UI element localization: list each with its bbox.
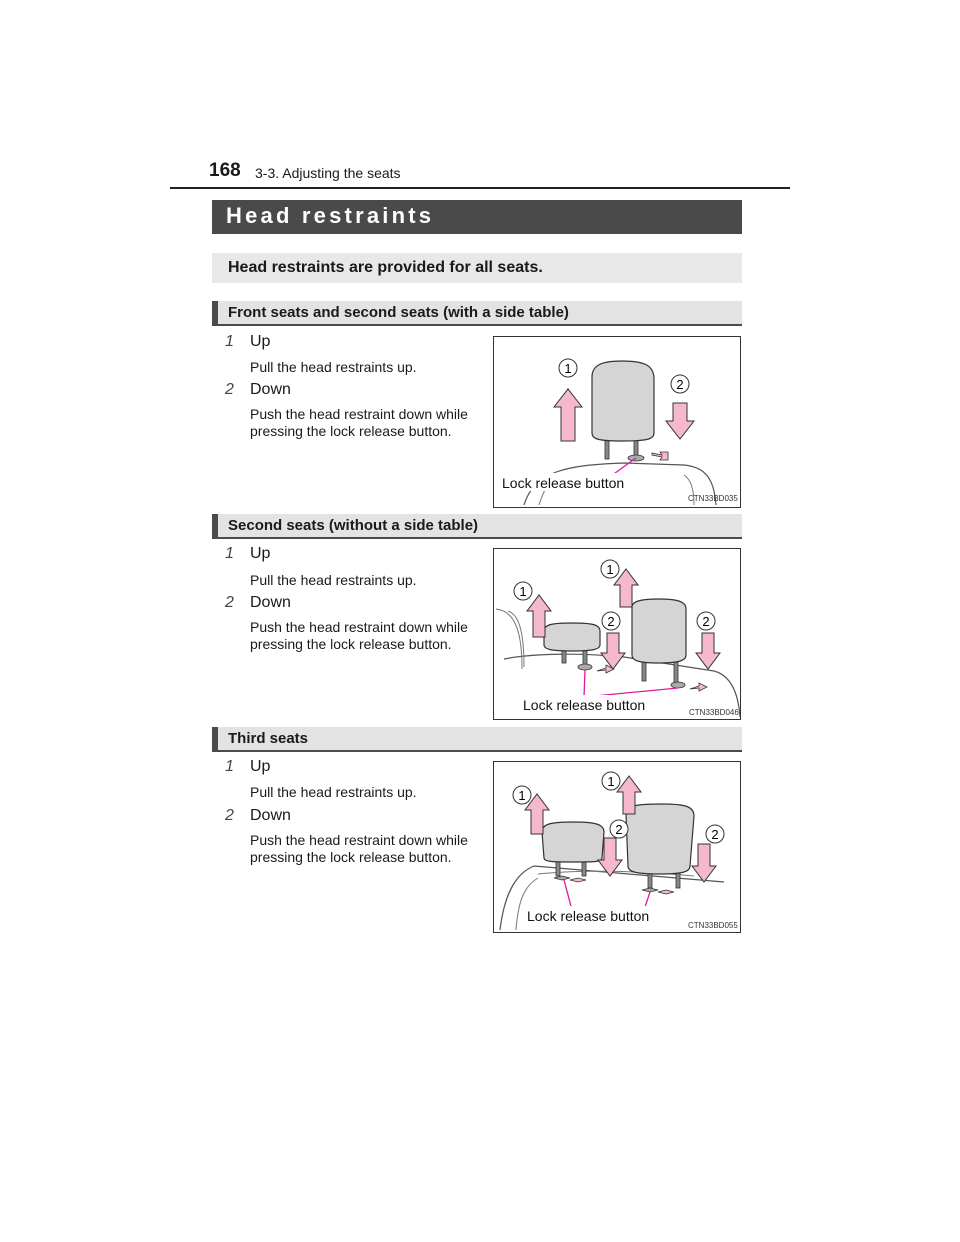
intro-text: Head restraints are provided for all seats. xyxy=(228,259,543,276)
callout-1: 1 xyxy=(564,361,572,376)
section-heading-text: Front seats and second seats (with a side table) xyxy=(228,304,569,321)
section-heading-third-seats xyxy=(212,727,742,752)
section-heading-front-seats xyxy=(212,301,742,326)
page-title: Head restraints xyxy=(226,203,435,228)
step-number: 1 xyxy=(225,758,234,775)
callout-1: 1 xyxy=(518,788,526,803)
callout-2: 2 xyxy=(702,614,710,629)
header-rule xyxy=(170,187,790,189)
step-title: Down xyxy=(250,594,291,611)
lock-release-label: Lock release button xyxy=(502,475,625,491)
step-title: Down xyxy=(250,807,291,824)
section-heading-text: Third seats xyxy=(228,730,309,747)
headrest-illustration xyxy=(494,337,741,508)
step-title: Up xyxy=(250,758,271,775)
heading-accent xyxy=(212,727,218,750)
figure-front-seats xyxy=(493,336,741,508)
callout-1: 1 xyxy=(607,774,615,789)
step-number: 1 xyxy=(225,545,234,562)
step-description: Pull the head restraints up. xyxy=(250,572,417,588)
heading-accent xyxy=(212,301,218,324)
step-title: Up xyxy=(250,333,271,350)
figure-code: CTN33BD035 xyxy=(688,494,738,503)
lock-release-label: Lock release button xyxy=(523,697,646,713)
heading-accent xyxy=(212,514,218,537)
callout-2: 2 xyxy=(607,614,615,629)
step-number: 2 xyxy=(225,594,234,611)
step-description: Push the head restraint down while pressing the lock release button. xyxy=(250,619,468,652)
step-description: Push the head restraint down while pressing the lock release button. xyxy=(250,832,468,865)
figure-code: CTN33BD055 xyxy=(688,921,738,930)
step-title: Up xyxy=(250,545,271,562)
callout-1: 1 xyxy=(519,584,527,599)
lock-release-label: Lock release button xyxy=(527,908,650,924)
step-title: Down xyxy=(250,381,291,398)
callout-1: 1 xyxy=(606,562,614,577)
callout-2: 2 xyxy=(615,822,623,837)
section-breadcrumb: 3-3. Adjusting the seats xyxy=(255,165,401,181)
step-description: Pull the head restraints up. xyxy=(250,784,417,800)
step-description: Push the head restraint down while pressing the lock release button. xyxy=(250,406,468,439)
headrest-illustration xyxy=(494,549,741,720)
section-heading-second-seats xyxy=(212,514,742,539)
down-arrow-icon xyxy=(666,403,694,439)
section-heading-text: Second seats (without a side table) xyxy=(228,517,479,534)
step-number: 2 xyxy=(225,381,234,398)
figure-code: CTN33BD046 xyxy=(689,708,739,717)
headrest-illustration xyxy=(494,762,741,933)
callout-2: 2 xyxy=(711,827,719,842)
figure-second-seats xyxy=(493,548,741,720)
page-number: 168 xyxy=(209,160,241,181)
step-number: 1 xyxy=(225,333,234,350)
callout-2: 2 xyxy=(676,377,684,392)
step-description: Pull the head restraints up. xyxy=(250,359,417,375)
figure-third-seats xyxy=(493,761,741,933)
step-number: 2 xyxy=(225,807,234,824)
